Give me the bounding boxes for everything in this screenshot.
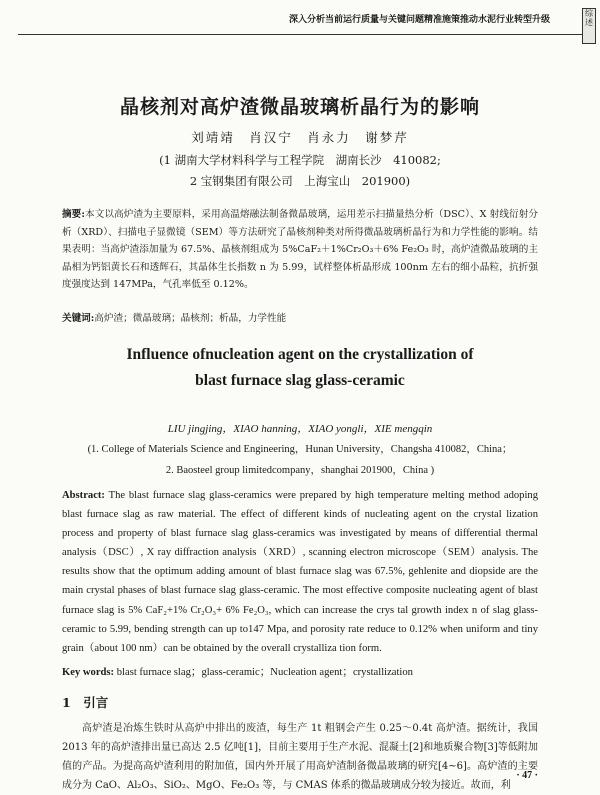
section-tab: 综述	[582, 8, 596, 44]
cn-affiliation-1: (1 湖南大学材料科学与工程学院 湖南长沙 410082;	[159, 153, 441, 167]
cn-keywords-text: 高炉渣；微晶玻璃；晶核剂；析晶，力学性能	[94, 313, 287, 324]
page-number: · 47 ·	[516, 770, 538, 781]
cn-abstract	[62, 206, 538, 294]
en-keywords	[62, 664, 538, 679]
header-rule	[18, 34, 590, 35]
en-affiliation-1: (1. College of Materials Science and Engineering，Hunan University，Changsha 410082，China；	[87, 444, 513, 455]
cn-authors: 刘靖靖 肖汉宁 肖永力 谢梦芹	[191, 130, 409, 145]
en-keywords-text: blast furnace slag；glass-ceramic；Nucleation agent；crystallization	[116, 667, 413, 678]
en-abstract	[62, 486, 538, 658]
en-abstract-label: Abstract:	[62, 490, 105, 501]
section-heading: 1 引言	[62, 695, 109, 710]
cn-abstract-text: 本文以高炉渣为主要原料，采用高温熔融法制备微晶玻璃，运用差示扫描量热分析（DSC）、X 射线衍射分析（XRD）、扫描电子显微镜（SEM）等方法研究了晶核剂种类对所得微晶玻璃析晶行为和力学性能的影响。结果表明：当高炉渣添加量为 67.5%、晶核剂组成为 5%CaF₂＋1%Cr₂O₃＋6% Fe₂O₃ 时，高炉渣微晶玻璃的主晶相为钙铝黄长石和透辉石，其晶体生长指数 n 为 5.99，试样整体析晶形成 100nm 左右的细小晶粒，抗折强度强度达到 147MPa，气孔率低至 0.12%。	[62, 209, 538, 290]
cn-abstract-label: 摘要:	[62, 209, 85, 220]
cn-affiliation-2: 2 宝钢集团有限公司 上海宝山 201900)	[189, 174, 411, 188]
cn-keywords	[62, 310, 538, 324]
en-keywords-label: Key words:	[62, 667, 115, 678]
cn-title: 晶核剂对高炉渣微晶玻璃析晶行为的影响	[119, 96, 480, 118]
en-title-line-1: Influence ofnucleation agent on the crystallization of	[126, 346, 474, 363]
en-abstract-text: The blast furnace slag glass-ceramics were prepared by high temperature melting method adoping blast furnace slag as raw material. The effect of different kinds of nucleating agent on the crystal lization process and property of blast furnace slag glass-ceramics was investigated by means of differential thermal analysis（DSC）, X ray diffraction analysis（XRD）, scanning electron microscope（SEM）analysis. The results show that the optimum adding amount of blast furnace slag was 67.5%, gehlenite and diopside are the main crystal phases of blast furnace slag glass-ceramic. The most effective composite nucleating agent of blast furnace slag is 5% CaF₂+1% Cr₂O₃+ 6% Fe₂O₃, which can increase the crys tal growth index n of slag glass-ceramic to 5.99, bending strength can up to147 Mpa, and porosity rate reduce to 0.12% when uniform and tiny grain（about 100 nm）can be obtained by the overall crystalliza tion form.	[62, 490, 538, 654]
cn-keywords-label: 关键词:	[62, 313, 95, 324]
running-title: 深入分析当前运行质量与关键问题精准施策推动水泥行业转型升级	[288, 15, 550, 25]
en-affiliation-2: 2. Baosteel group limitedcompany，shanghai 201900，China )	[165, 465, 435, 476]
en-authors: LIU jingjing，XIAO hanning，XIAO yongli，XIE mengqin	[167, 423, 433, 435]
en-title-line-2: blast furnace slag glass-ceramic	[195, 372, 405, 389]
body-paragraph: 高炉渣是冶炼生铁时从高炉中排出的废渣，每生产 1t 粗钢会产生 0.25～0.4t 高炉渣。据统计，我国 2013 年的高炉渣排出量已高达 2.5 亿吨[1]，目前主要用于生产水泥、混凝土[2]和地质聚合物[3]等低附加值的产品。为提高高炉渣利用的附加值，国内外开展了用高炉渣制备微晶玻璃的研究[4~6]。高炉渣的主要成分为 CaO、Al₂O₃、SiO₂、MgO、Fe₂O₃ 等，与 CMAS 体系的微晶玻璃成分较为接近。故而，利	[62, 723, 538, 791]
